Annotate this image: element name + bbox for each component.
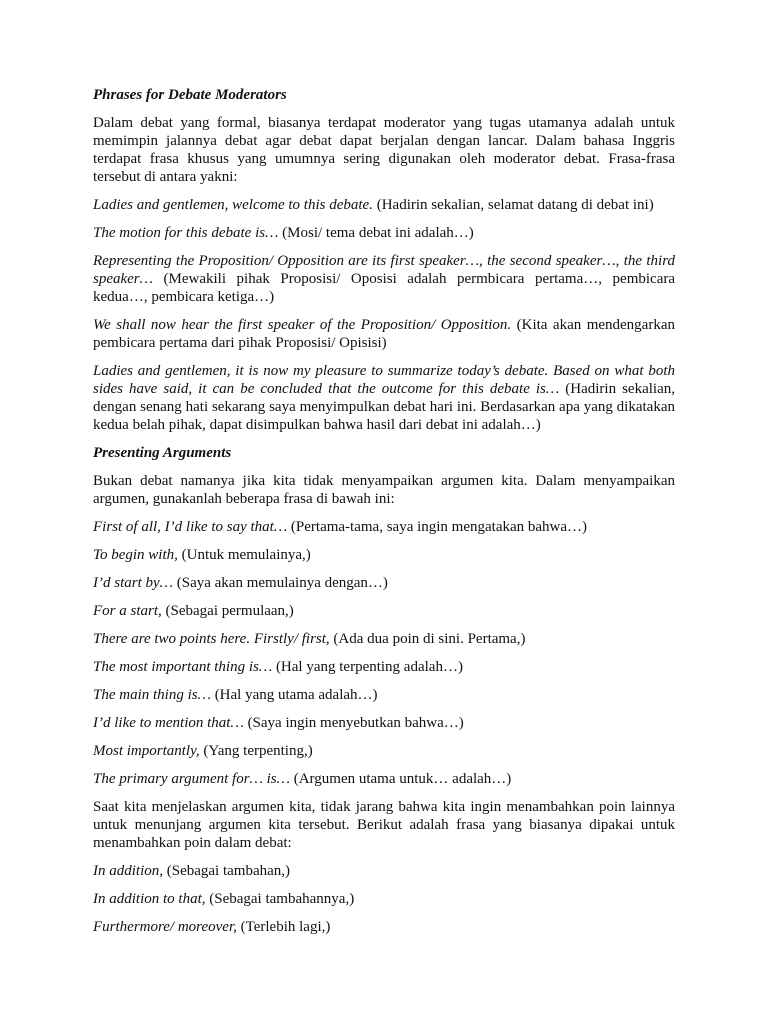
phrase-entry <box>93 742 675 760</box>
phrase-entry <box>93 546 675 564</box>
phrase-entry <box>93 890 675 908</box>
english-phrase: I’d like to mention that… <box>93 715 244 731</box>
english-phrase: The main thing is… <box>93 687 211 703</box>
indonesian-translation: (Pertama-tama, saya ingin mengatakan bahwa…) <box>290 519 588 535</box>
phrase-entry <box>93 714 675 732</box>
english-phrase: First of all, I’d like to say that… <box>93 519 288 535</box>
indonesian-translation: (Mewakili pihak Proposisi/ Oposisi adalah permbicara pertama…, pembicara kedua…, pembicara ketiga…) <box>93 271 675 305</box>
english-phrase: To begin with, <box>93 547 178 563</box>
english-phrase: Ladies and gentlemen, it is now my pleasure to summarize today’s debate. Based on what both sides have said, it can be concluded that the outcome for this debate is… <box>93 363 675 397</box>
english-phrase: Most importantly, <box>93 743 200 759</box>
phrase-entry <box>93 224 675 242</box>
english-phrase: We shall now hear the first speaker of the Proposition/ Opposition. <box>93 317 512 333</box>
indonesian-translation: (Kita akan mendengarkan pembicara pertama dari pihak Proposisi/ Opisisi) <box>93 317 675 351</box>
english-phrase: The most important thing is… <box>93 659 273 675</box>
indonesian-translation: (Argumen utama untuk… adalah…) <box>293 771 512 787</box>
phrase-entry <box>93 686 675 704</box>
section-heading-moderators: Phrases for Debate Moderators <box>93 87 287 103</box>
english-phrase: There are two points here. Firstly/ first, <box>93 631 330 647</box>
indonesian-translation: (Hal yang utama adalah…) <box>214 687 378 703</box>
english-phrase: Furthermore/ moreover, <box>93 919 237 935</box>
english-phrase: I’d start by… <box>93 575 173 591</box>
phrase-entry <box>93 196 675 214</box>
indonesian-translation: (Hal yang terpenting adalah…) <box>275 659 463 675</box>
english-phrase: The primary argument for… is… <box>93 771 290 787</box>
phrase-entry <box>93 252 675 306</box>
phrase-entry <box>93 316 675 352</box>
indonesian-translation: (Sebagai tambahannya,) <box>209 891 355 907</box>
document-body <box>93 86 675 946</box>
phrase-entry <box>93 630 675 648</box>
english-phrase: The motion for this debate is… <box>93 225 279 241</box>
indonesian-translation: (Yang terpenting,) <box>203 743 313 759</box>
indonesian-translation: (Hadirin sekalian, selamat datang di debat ini) <box>376 197 654 213</box>
indonesian-translation: (Sebagai permulaan,) <box>165 603 294 619</box>
paragraph-additional-intro: Saat kita menjelaskan argumen kita, tidak jarang bahwa kita ingin menambahkan poin lainnya untuk menunjang argumen kita tersebut. Berikut adalah frasa yang biasanya dipakai untuk menambahkan poin dalam debat: <box>93 799 675 851</box>
indonesian-translation: (Saya ingin menyebutkan bahwa…) <box>247 715 464 731</box>
english-phrase: In addition, <box>93 863 163 879</box>
indonesian-translation: (Terlebih lagi,) <box>240 919 331 935</box>
phrase-entry <box>93 574 675 592</box>
paragraph-arguments-intro: Bukan debat namanya jika kita tidak menyampaikan argumen kita. Dalam menyampaikan argumen, gunakanlah beberapa frasa di bawah ini: <box>93 473 675 507</box>
english-phrase: Ladies and gentlemen, welcome to this debate. <box>93 197 373 213</box>
phrase-entry <box>93 362 675 434</box>
indonesian-translation: (Sebagai tambahan,) <box>166 863 291 879</box>
indonesian-translation: (Hadirin sekalian, dengan senang hati sekarang saya menyimpulkan debat hari ini. Berdasarkan apa yang dikatakan kedua belah pihak, dapat disimpulkan bahwa hasil dari debat ini adalah…) <box>93 381 675 433</box>
english-phrase: For a start, <box>93 603 162 619</box>
phrase-entry <box>93 518 675 536</box>
phrase-entry <box>93 862 675 880</box>
indonesian-translation: (Untuk memulainya,) <box>181 547 311 563</box>
phrase-entry <box>93 658 675 676</box>
english-phrase: In addition to that, <box>93 891 206 907</box>
phrase-entry <box>93 770 675 788</box>
indonesian-translation: (Mosi/ tema debat ini adalah…) <box>282 225 474 241</box>
english-phrase: Representing the Proposition/ Opposition are its first speaker…, the second speaker…, the third speaker… <box>93 253 675 287</box>
indonesian-translation: (Saya akan memulainya dengan…) <box>176 575 388 591</box>
phrase-entry <box>93 918 675 936</box>
indonesian-translation: (Ada dua poin di sini. Pertama,) <box>333 631 526 647</box>
paragraph-moderators-intro: Dalam debat yang formal, biasanya terdapat moderator yang tugas utamanya adalah untuk memimpin jalannya debat agar debat dapat berjalan dengan lancar. Dalam bahasa Inggris terdapat frasa khusus yang umumnya sering digunakan oleh moderator debat. Frasa-frasa tersebut di antara yakni: <box>93 115 675 185</box>
phrase-entry <box>93 602 675 620</box>
section-heading-arguments: Presenting Arguments <box>93 445 232 461</box>
